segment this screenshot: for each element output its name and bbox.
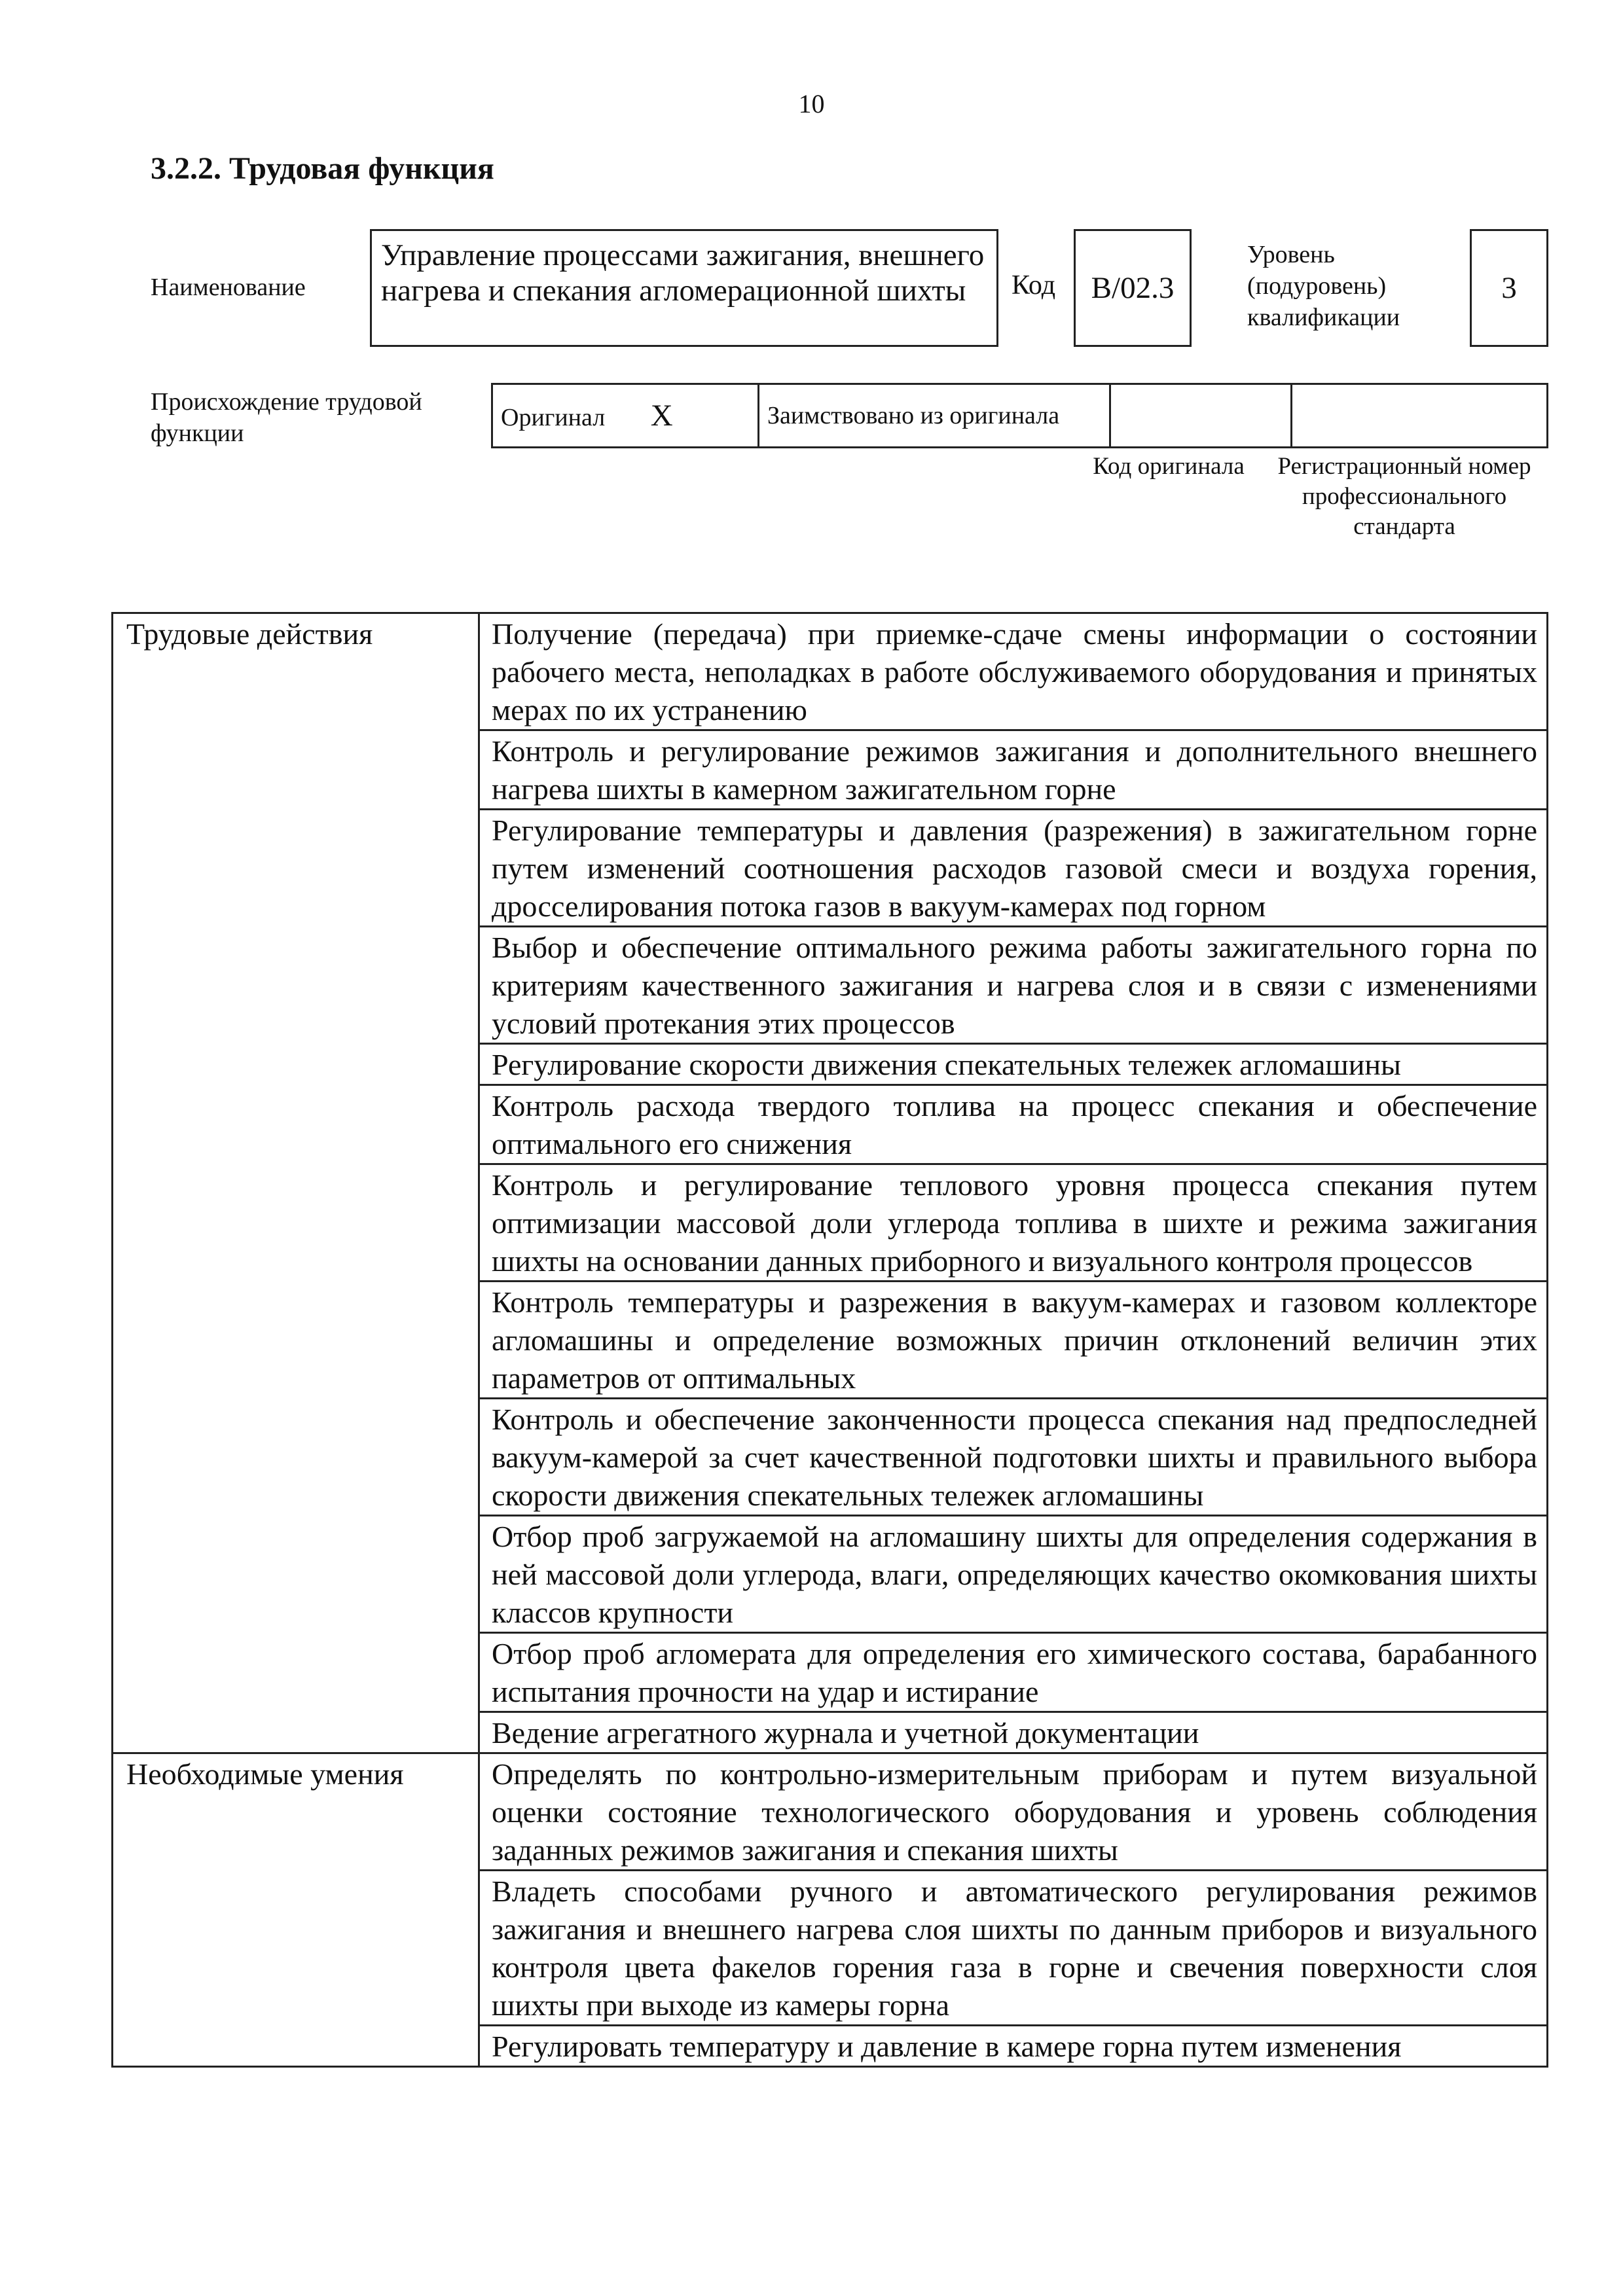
borrowed-cell: Заимствовано из оригинала	[759, 384, 1110, 448]
list-item: Контроль расхода твердого топлива на процесс спекания и обеспечение оптимального его снижения	[479, 1085, 1548, 1164]
list-item: Контроль и регулирование теплового уровня процесса спекания путем оптимизации массовой доли углерода топлива в шихте и режима зажигания шихты на основании данных приборного и визуального контроля процессов	[479, 1164, 1548, 1282]
reg-number-cell	[1292, 384, 1548, 448]
code-original-cell	[1110, 384, 1292, 448]
name-label: Наименование	[151, 274, 306, 301]
page-number: 10	[798, 89, 825, 118]
level-label: Уровень (подуровень) квалификации	[1247, 241, 1400, 331]
function-code-box: B/02.3	[1074, 229, 1192, 347]
list-item: Ведение агрегатного журнала и учетной документации	[479, 1712, 1548, 1753]
original-cell	[492, 384, 759, 448]
table-row	[113, 1753, 1548, 1871]
list-item: Регулировать температуру и давление в камере горна путем изменения	[479, 2026, 1548, 2067]
list-item: Выбор и обеспечение оптимального режима работы зажигательного горна по критериям качественного зажигания и нагрева слоя и в связи с изменениями условий протекания этих процессов	[479, 927, 1548, 1044]
required-skills-label: Необходимые умения	[113, 1753, 479, 2067]
list-item: Получение (передача) при приемке-сдаче смены информации о состоянии рабочего места, неполадках в работе обслуживаемого оборудования и принятых мерах по их устранению	[479, 613, 1548, 730]
original-label: Оригинал	[501, 404, 606, 431]
list-item: Регулирование скорости движения спекательных тележек агломашины	[479, 1044, 1548, 1085]
original-mark: X	[650, 399, 673, 433]
list-item: Контроль температуры и разрежения в вакуум-камерах и газовом коллекторе агломашины и определение возможных причин отклонений величин этих параметров от оптимальных	[479, 1282, 1548, 1399]
level-value-box: 3	[1470, 229, 1548, 347]
list-item: Определять по контрольно-измерительным приборам и путем визуальной оценки состояние технологического оборудования и уровень соблюдения заданных режимов зажигания и спекания шихты	[479, 1753, 1548, 1871]
labor-actions-label: Трудовые действия	[113, 613, 479, 1753]
table-row	[113, 613, 1548, 730]
list-item: Владеть способами ручного и автоматического регулирования режимов зажигания и внешнего нагрева слоя шихты по данным приборов и визуального контроля цвета факелов горения газа в горне и свечения поверхности слоя шихты при выходе из камеры горна	[479, 1871, 1548, 2026]
origin-table	[491, 383, 1548, 448]
code-label: Код	[1012, 270, 1056, 300]
function-name-box: Управление процессами зажигания, внешнего нагрева и спекания агломерационной шихты	[370, 229, 998, 347]
origin-label: Происхождение трудовой функции	[151, 388, 422, 447]
section-title: 3.2.2. Трудовая функция	[151, 151, 494, 186]
labor-function-table	[111, 612, 1548, 2068]
reg-number-label: Регистрационный номер профессионального стандарта	[1277, 453, 1531, 540]
list-item: Контроль и регулирование режимов зажигания и дополнительного внешнего нагрева шихты в камерном зажигательном горне	[479, 730, 1548, 810]
list-item: Контроль и обеспечение законченности процесса спекания над предпоследней вакуум-камерой за счет качественной подготовки шихты и правильного выбора скорости движения спекательных тележек агломашины	[479, 1399, 1548, 1516]
list-item: Регулирование температуры и давления (разрежения) в зажигательном горне путем изменений соотношения расходов газовой смеси и воздуха горения, дросселирования потока газов в вакуум-камерах под горном	[479, 810, 1548, 927]
list-item: Отбор проб загружаемой на агломашину шихты для определения содержания в ней массовой доли углерода, влаги, определяющих качество окомкования шихты классов крупности	[479, 1516, 1548, 1633]
list-item: Отбор проб агломерата для определения его химического состава, барабанного испытания прочности на удар и истирание	[479, 1633, 1548, 1712]
code-original-label: Код оригинала	[1093, 453, 1245, 480]
